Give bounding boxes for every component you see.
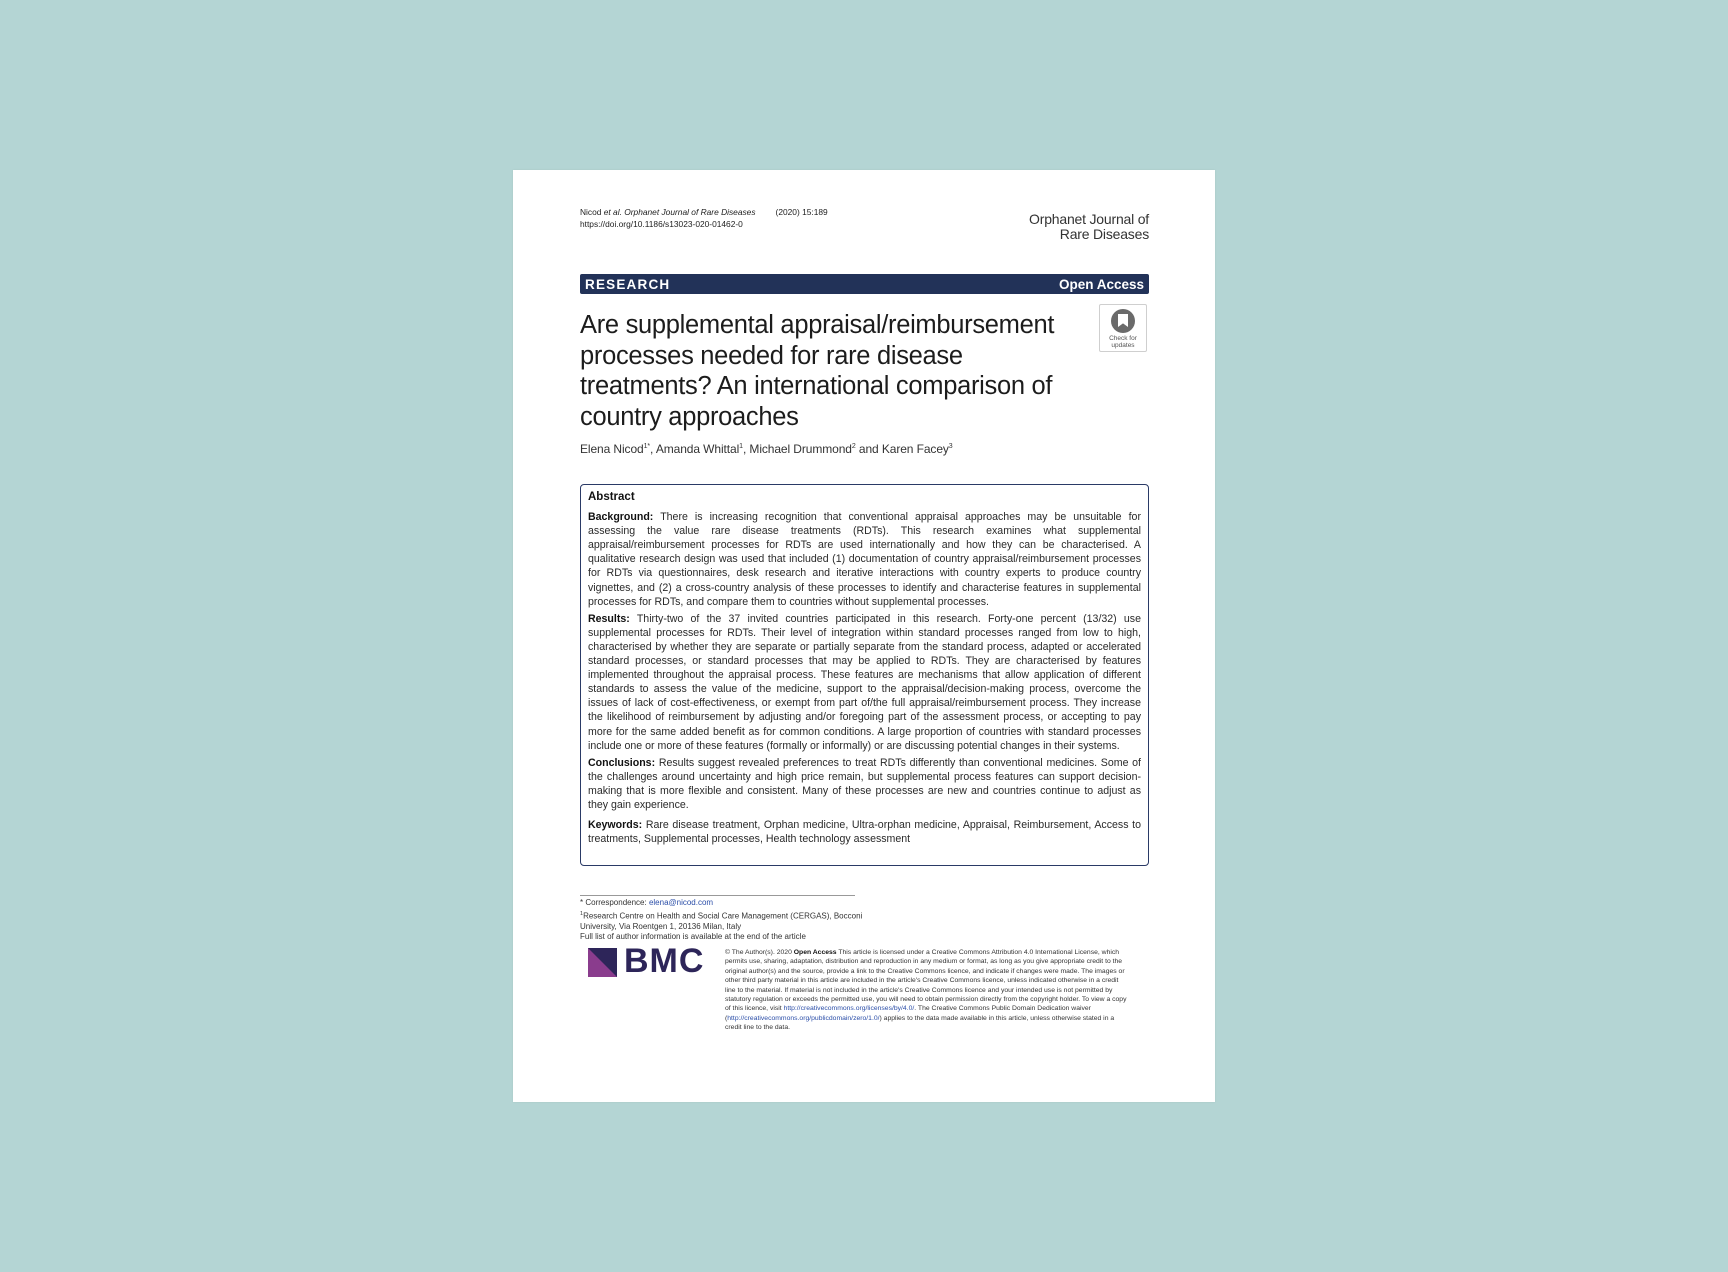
bmc-logo	[588, 942, 716, 981]
author-name[interactable]: Elena Nicod	[580, 442, 644, 456]
author-separator: ,	[742, 442, 750, 456]
citation-line	[580, 207, 828, 219]
background-label: Background:	[588, 511, 654, 524]
results-text: Thirty-two of the 37 invited countries participated in this research. Forty-one percent (13/32) use supplemental processes for RDTs. Their level of integration within standard processes ranged from low to high, characterised by whether they are separate or partially separate from the standard process, adapted or accelerated standard processes, or standard processes that may be applied to RDTs. They are characterised by features implemented throughout the appraisal process. These features are mechanisms that allow application of different standards to assess the value of the medicine, support to the appraisal/decision-making process, overcome the issues of lack of cost-effectiveness, or exempt from part of/the full appraisal/reimbursement process. They increase the likelihood of reimbursement by adjusting and/or foregoing part of the assessment process, or accepting to pay more for the same added benefit as for common conditions. A large proportion of countries with standard processes include one or more of these features (formally or informally) or are discussing potential changes in their systems.	[588, 612, 1141, 752]
email-link[interactable]: elena@nicod.com	[648, 898, 714, 907]
open-access-label: Open Access	[1058, 276, 1144, 292]
cc-zero-link[interactable]: http://creativecommons.org/publicdomain/zero/1.0/	[727, 1014, 880, 1022]
correspondence-label: * Correspondence:	[580, 898, 649, 907]
paper-page	[513, 170, 1215, 1102]
keywords-text: Rare disease treatment, Orphan medicine, Ultra-orphan medicine, Appraisal, Reimbursement, Access to treatments, Supplemental processes, Health technology assessment	[588, 819, 1141, 846]
keywords-label: Keywords:	[588, 819, 643, 832]
citation-journal: Orphanet Journal of Rare Diseases	[621, 207, 756, 217]
author-affiliation: 1*	[643, 443, 651, 450]
affiliation-line2: University, Via Roentgen 1, 20136 Milan, Italy	[580, 921, 742, 931]
full-author-info-note: Full list of author information is available at the end of the article	[580, 932, 806, 942]
abstract-keywords	[588, 818, 1141, 846]
license-end: ) applies to the data made available in this article, unless otherwise stated in a credit line to the data.	[725, 1014, 1115, 1032]
check-for-updates-badge[interactable]	[1099, 304, 1147, 352]
author-list	[580, 442, 953, 456]
affiliation	[580, 909, 862, 922]
abstract-background	[588, 510, 1141, 609]
author-separator: and	[855, 442, 882, 456]
footnotes	[580, 898, 862, 943]
abstract-conclusions	[588, 756, 1141, 812]
correspondence	[580, 898, 862, 909]
conclusions-label: Conclusions:	[588, 756, 656, 769]
author-name[interactable]: Michael Drummond	[749, 442, 852, 456]
citation-authors: Nicod	[580, 207, 604, 217]
footnote-divider	[580, 895, 855, 896]
article-title: Are supplemental appraisal/reimbursement processes needed for rare disease treatments? An international comparison of country approaches	[580, 311, 1055, 431]
bmc-logo-text: BMC	[624, 942, 705, 980]
conclusions-text: Results suggest revealed preferences to treat RDTs differently than conventional medicines. Some of the challenges around uncertainty and high price remain, but supplemental process features can support decision-making that is more flexible and consistent. Many of these processes are new and countries continue to adjust as they gain experience.	[588, 756, 1141, 811]
journal-logo	[1029, 212, 1149, 242]
results-label: Results:	[588, 612, 630, 625]
author-affiliation: 2	[851, 443, 856, 450]
affiliation-line1: Research Centre on Health and Social Care Management (CERGAS), Bocconi	[583, 911, 863, 921]
doi-link[interactable]: https://doi.org/10.1186/s13023-020-01462-0	[580, 218, 743, 229]
background-text: There is increasing recognition that conventional appraisal approaches may be unsuitable for assessing the value rare disease treatments (RDTs). This research examines what supplemental appraisal/reimbursement processes for RDTs are used internationally and how they can be characterised. A qualitative research design was used that included (1) documentation of country appraisal/reimbursement processes for RDTs via questionnaires, desk research and iterative interactions with country experts to produce country vignettes, and (2) a cross-country analysis of these processes to identify and characterise features in supplemental processes for RDTs, and compare them to countries without supplemental processes.	[588, 511, 1141, 608]
check-line2: updates	[1111, 341, 1135, 349]
abstract-heading: Abstract	[588, 491, 635, 503]
license-text	[725, 948, 1127, 1033]
journal-logo-line2: Rare Diseases	[1059, 226, 1149, 242]
citation-year: (2020) 15:189	[775, 207, 828, 217]
abstract-results	[588, 612, 1141, 753]
license-prefix: © The Author(s). 2020	[725, 949, 794, 956]
license-open-access: Open Access	[793, 949, 837, 956]
abstract-box	[580, 484, 1149, 866]
license-mid: . The Creative Commons Public Domain Dedication waiver (	[725, 1005, 1091, 1022]
author-affiliation: 1	[739, 443, 743, 450]
article-type-banner	[580, 274, 1149, 294]
citation-header	[580, 207, 828, 230]
article-type-label: RESEARCH	[585, 276, 671, 292]
author-name[interactable]: Amanda Whittal	[655, 442, 740, 456]
check-for-updates-label	[1100, 336, 1146, 349]
license-body: This article is licensed under a Creative Commons Attribution 4.0 International License, which permits use, sharing, adaptation, distribution and reproduction in any medium or format, as long as you give appropriate credit to the original author(s) and the source, provide a link to the Creative Commons licence, and indicate if changes were made. The images or other third party material in this article are included in the article's Creative Commons licence, unless indicated otherwise in a credit line to the material. If material is not included in the article's Creative Commons licence and your intended use is not permitted by statutory regulation or exceeds the permitted use, you will need to obtain permission directly from the copyright holder. To view a copy of this licence, visit	[725, 949, 1127, 1013]
cc-by-link[interactable]: http://creativecommons.org/licenses/by/4.0/	[783, 1005, 915, 1013]
journal-logo-line1: Orphanet Journal of	[1029, 211, 1149, 227]
check-line1: Check for	[1109, 335, 1137, 342]
author-name[interactable]: Karen Facey	[881, 442, 949, 456]
citation-etal: et al.	[603, 207, 622, 217]
author-separator: ,	[650, 442, 656, 456]
bookmark-icon	[1111, 309, 1135, 333]
author-affiliation: 3	[948, 443, 953, 450]
affiliation-sup: 1	[580, 910, 584, 917]
